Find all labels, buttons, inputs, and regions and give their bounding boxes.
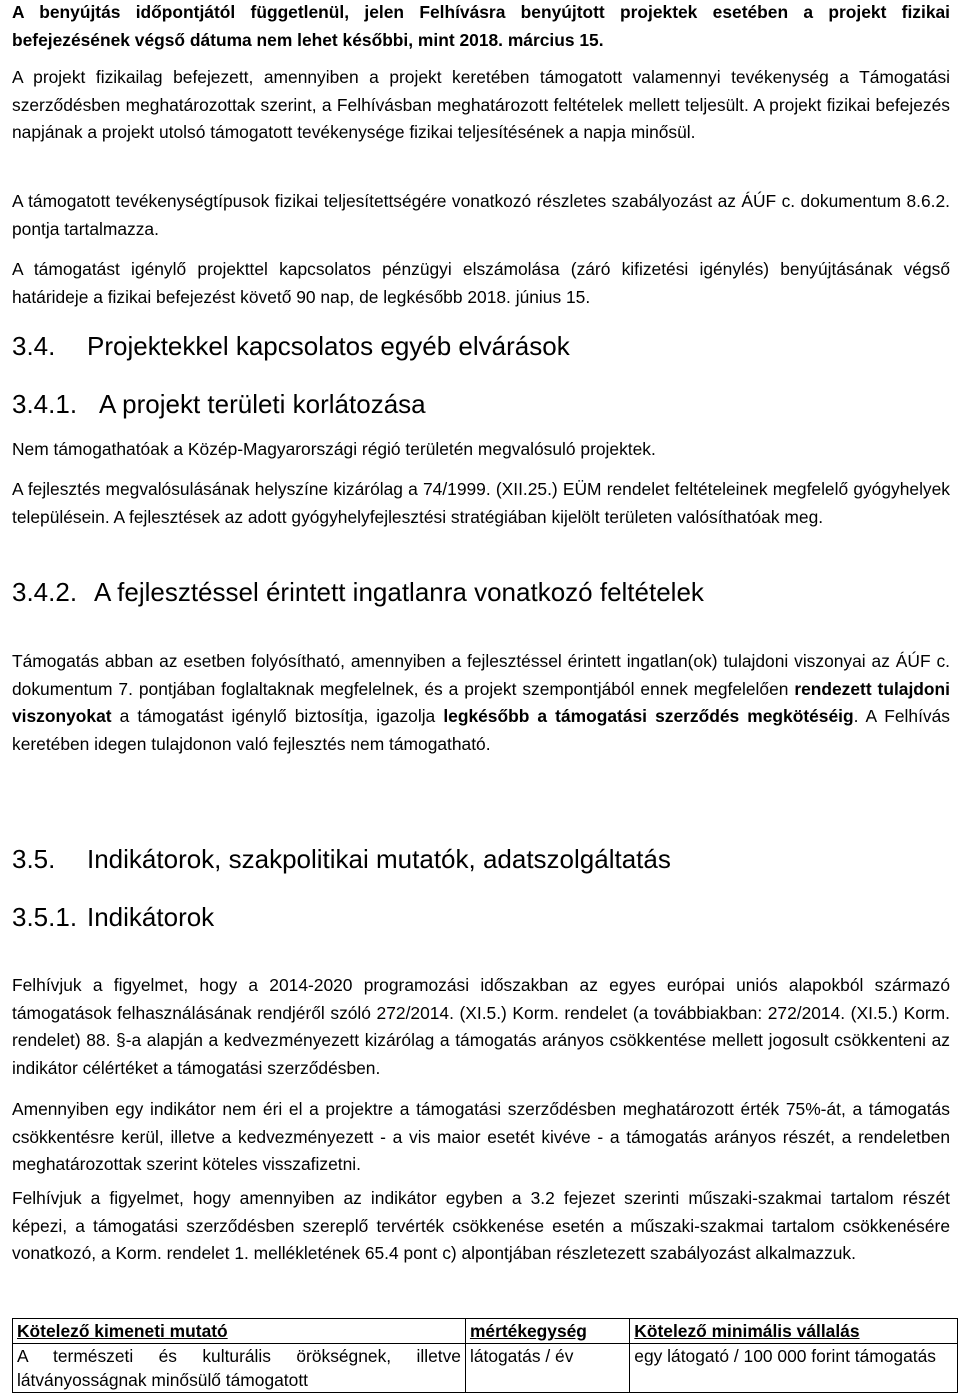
text-run-bold: legkésőbb a támogatási szerződés megkötéséig xyxy=(443,706,854,726)
text-run: Támogatás abban az esetben folyósítható, amennyiben a fejlesztéssel érintett ingatlan(ok) tulajdoni viszonyai az ÁÚF c. dokumentum 7. pontjában foglaltaknak megfelelnek, és a projekt szempontjából ennek megfelelően xyxy=(12,651,950,699)
heading-number: 3.4. xyxy=(12,331,56,361)
paragraph-property-conditions xyxy=(12,648,950,758)
paragraph-regulation-reference: A támogatott tevékenységtípusok fizikai teljesítettségére vonatkozó részletes szabályozást az ÁÚF c. dokumentum 8.6.2. pontja tartalmazza. xyxy=(12,191,950,239)
table-cell: egy látogató / 100 000 forint támogatás xyxy=(630,1344,958,1393)
table-header-cell: Kötelező kimeneti mutató xyxy=(13,1319,466,1344)
heading-3-4 xyxy=(12,330,950,362)
table-header-cell: Kötelező minimális vállalás xyxy=(630,1319,958,1344)
heading-3-4-2 xyxy=(12,576,950,608)
paragraph-financial-settlement: A támogatást igénylő projekttel kapcsolatos pénzügyi elszámolása (záró kifizetési igénylés) benyújtásának végső határideje a fizikai befejezést követő 90 nap, de legkésőbb 2018. június 15. xyxy=(12,259,950,307)
heading-number: 3.5. xyxy=(12,844,56,874)
heading-number: 3.4.2. xyxy=(12,577,78,607)
indicator-table xyxy=(12,1318,958,1393)
heading-3-5 xyxy=(12,843,950,875)
paragraph-indicator-shortfall: Amennyiben egy indikátor nem éri el a projektre a támogatási szerződésben meghatározott érték 75%-át, a támogatás csökkentésre kerül, illetve a kedvezményezett - a vis maior esetét kivéve - a támogatás arányos részét, a rendeletben meghatározottak szerint köteles visszafizetni. xyxy=(12,1099,950,1174)
heading-text: Indikátorok xyxy=(87,902,215,932)
table-cell: A természeti és kulturális örökségnek, illetve látványosságnak minősülő támogatott xyxy=(13,1344,466,1393)
heading-number: 3.5.1. xyxy=(12,902,78,932)
text-run: . A Felhívás keretében idegen tulajdonon való fejlesztés nem támogatható. xyxy=(12,706,950,754)
paragraph-physical-completion: A projekt fizikailag befejezett, amennyiben a projekt keretében támogatott valamennyi tevékenység a Támogatási szerződésben meghatározottak szerint, a Felhívásban meghatározott feltételek mellett teljesült. A projekt fizikai befejezés napjának a projekt utolsó támogatott tevékenysége fizikai teljesítésének a napja minősül. xyxy=(12,67,950,142)
paragraph-region-exclusion: Nem támogathatóak a Közép-Magyarországi régió területén megvalósuló projektek. xyxy=(12,439,656,459)
paragraph-technical-content: Felhívjuk a figyelmet, hogy amennyiben az indikátor egyben a 3.2 fejezet szerinti műszaki-szakmai tartalom részét képezi, a támogatási szerződésben szereplő tervérték csökkenése esetén a műszaki-szakmai tartalom csökkenésére vonatkozó, a Korm. rendelet 1. mellékletének 65.4 pont c) alpontjában részletezett szabályozást alkalmazzuk. xyxy=(12,1188,950,1263)
heading-3-5-1 xyxy=(12,901,950,933)
heading-text: Indikátorok, szakpolitikai mutatók, adatszolgáltatás xyxy=(87,844,671,874)
table-header-row xyxy=(13,1319,958,1344)
paragraph-indicator-notice: Felhívjuk a figyelmet, hogy a 2014-2020 programozási időszakban az egyes európai uniós alapokból származó támogatások felhasználásának rendjéről szóló 272/2014. (XI.5.) Korm. rendelet (a továbbiakban: 272/2014. (XI.5.) Korm. rendelet) 88. §-a alapján a kedvezményezett kizárólag a támogatás arányos csökkentése mellett jogosult csökkenteni az indikátor célértéket a támogatási szerződésben. xyxy=(12,975,950,1078)
heading-number: 3.4.1. xyxy=(12,389,78,419)
heading-text: A projekt területi korlátozása xyxy=(99,389,426,419)
paragraph-location: A fejlesztés megvalósulásának helyszíne kizárólag a 74/1999. (XII.25.) EÜM rendelet feltételeinek megfelelő gyógyhelyek településein. A fejlesztések az adott gyógyhelyfejlesztési stratégiában kijelölt területen valósíthatóak meg. xyxy=(12,479,950,527)
text-run-bold: rendezett tulajdoni viszonyokat xyxy=(12,678,950,726)
table-header-cell: mértékegység xyxy=(465,1319,629,1344)
heading-text: Projektekkel kapcsolatos egyéb elvárások xyxy=(87,331,570,361)
heading-text: A fejlesztéssel érintett ingatlanra vonatkozó feltételek xyxy=(94,577,704,607)
table-cell: látogatás / év xyxy=(465,1344,629,1393)
heading-3-4-1 xyxy=(12,388,950,420)
table-row xyxy=(13,1344,958,1393)
text-run: a támogatást igénylő biztosítja, igazolja xyxy=(111,706,444,726)
paragraph-deadline: A benyújtás időpontjától függetlenül, jelen Felhívásra benyújtott projektek esetében a projekt fizikai befejezésének végső dátuma nem lehet későbbi, mint 2018. március 15. xyxy=(12,2,950,50)
